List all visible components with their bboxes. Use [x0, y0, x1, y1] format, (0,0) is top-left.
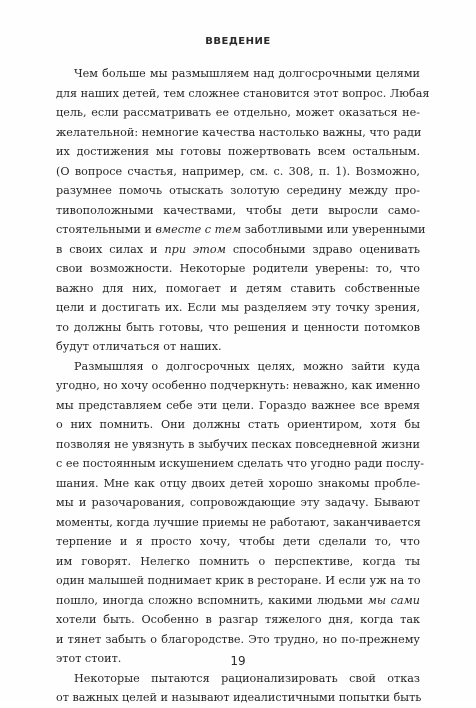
text-line: их достижения мы готовы пожертвовать всем остальным. — [56, 145, 420, 158]
text-line: Чем больше мы размышляем над долгосрочными целями — [74, 67, 420, 80]
text-line: свои возможности. Некоторые родители уверены: то, что — [56, 262, 420, 275]
text-line: терпение и я просто хочу, чтобы дети сделали то, что — [56, 535, 420, 548]
text-line: цель, если рассматривать ее отдельно, может оказаться не- — [56, 106, 420, 119]
text-line: Некоторые пытаются рационализировать свой отказ — [74, 671, 420, 685]
text-line: разумнее помочь отыскать золотую середину между про- — [56, 184, 420, 197]
text-line: о них помнить. Они должны стать ориентиром, хотя бы — [56, 418, 420, 431]
text-line: хотели быть. Особенно в разгар тяжелого дня, когда так — [56, 613, 420, 626]
text-line: угодно, но хочу особенно подчеркнуть: неважно, как именно — [56, 379, 421, 392]
paragraph — [56, 64, 430, 357]
text-line: позволяя не увязнуть в зыбучих песках повседневной жизни — [56, 437, 420, 451]
text-line: мы представляем себе эти цели. Гораздо важнее все время — [56, 398, 420, 412]
text-line: для наших детей, тем сложнее становится этот вопрос. Любая — [56, 86, 430, 100]
paragraph — [56, 669, 420, 708]
text-line: стоятельными и вместе с тем заботливыми или уверенными — [56, 223, 426, 236]
text-line: будут отличаться от наших. — [56, 340, 222, 353]
text-line: один малышей поднимает крик в ресторане. И если уж на то — [56, 574, 421, 587]
text-line: моменты, когда лучшие приемы не работают, заканчивается — [56, 515, 421, 529]
text-line: тивоположными качествами, чтобы дети выросли само- — [56, 203, 420, 217]
body-text — [56, 64, 430, 708]
text-line: то должны быть готовы, что решения и ценности потомков — [56, 320, 420, 334]
text-line: пошло, иногда сложно вспомнить, какими людьми мы сами — [56, 593, 420, 607]
text-line: с ее постоянным искушением сделать что угодно ради послу- — [56, 457, 424, 470]
text-line: шания. Мне как отцу двоих детей хорошо знакомы пробле- — [56, 476, 420, 490]
text-line: и тянет забыть о благородстве. Это трудно, но по-прежнему — [56, 632, 420, 646]
text-line: мы и разочарования, сопровождающие эту задачу. Бывают — [56, 496, 420, 509]
page-number: 19 — [230, 654, 246, 668]
text-line: (О вопросе счастья, например, см. с. 308, п. 1). Возможно, — [56, 164, 420, 178]
text-line: в своих силах и при этом способными здраво оценивать — [56, 242, 421, 256]
text-line: этот стоит. — [56, 652, 122, 665]
text-line: важно для них, помогает и детям ставить собственные — [56, 281, 420, 295]
paragraph — [56, 357, 424, 669]
running-head: ВВЕДЕНИЕ — [205, 36, 271, 47]
text-line: им говорят. Нелегко помнить о перспективе, когда ты — [56, 554, 420, 568]
text-line: желательной: немногие качества настолько важны, что ради — [56, 125, 422, 139]
text-line: от важных целей и называют идеалистичными попытки быть — [56, 691, 422, 704]
text-line: Размышляя о долгосрочных целях, можно зайти куда — [74, 359, 420, 373]
text-line: цели и достигать их. Если мы разделяем эту точку зрения, — [56, 301, 420, 314]
